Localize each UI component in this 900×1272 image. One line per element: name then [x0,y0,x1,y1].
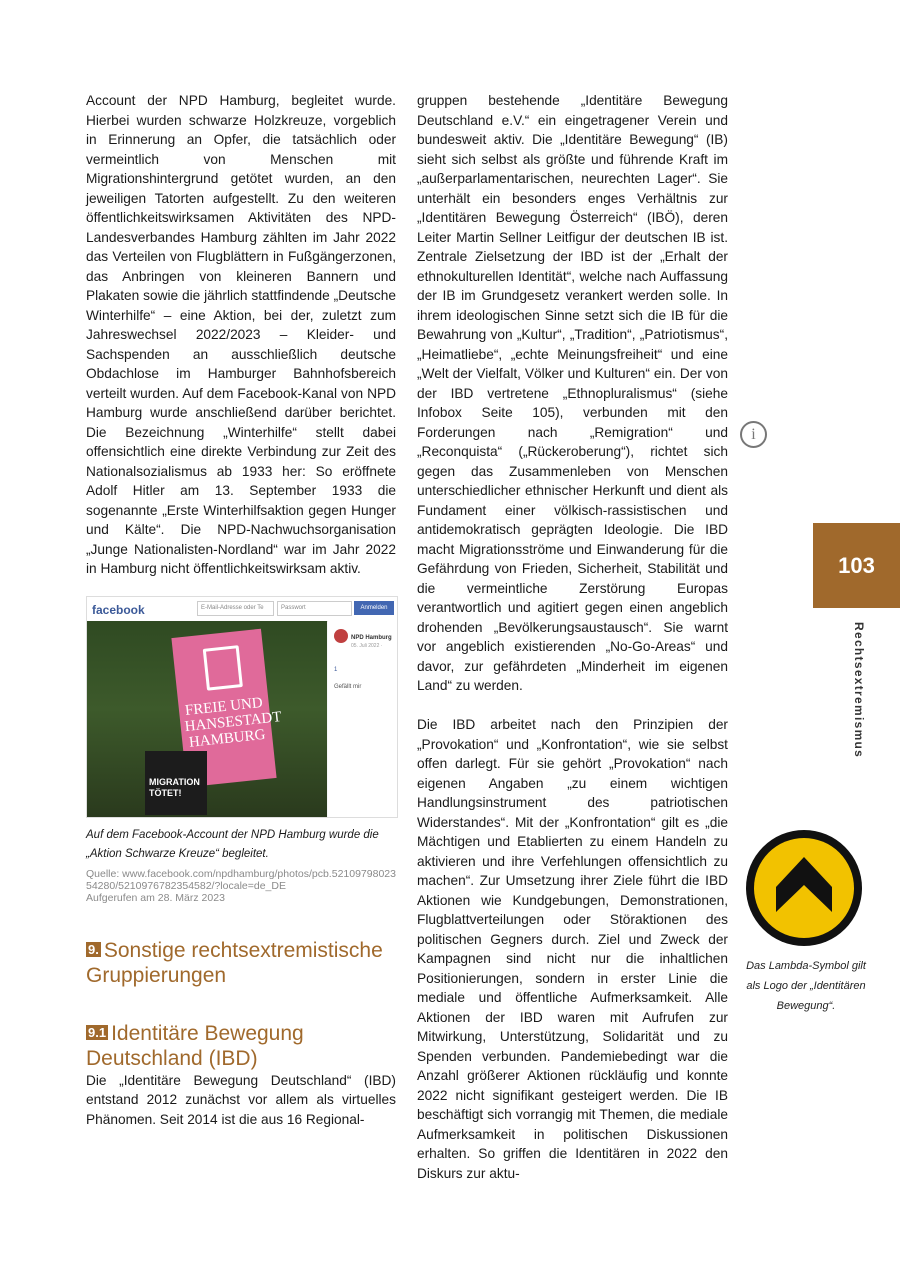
section-heading-9-1 [86,1021,396,1071]
section-number: 9. [88,941,99,957]
chapter-label: Rechtsextremismus [852,622,866,759]
migration-banner [145,751,207,815]
facebook-post-sidebar [328,621,397,817]
lambda-logo-icon [746,830,862,946]
left-column [86,91,396,1129]
reaction-count: 1 [334,666,338,673]
left-paragraph: Account der NPD Hamburg, begleitet wurde. Hierbei wurden schwarze Holzkreuze, vorgeblich in Erinnerung an Opfer, die tatsächlich oder vermeintlich von Menschen mit Migrationshintergrund getötet wurden, an den jeweiligen Tatorten aufgestellt. Zu den weiteren öffentlichkeitswirksamen Aktivitäten des NPD-Landesverbandes Hamburg zählten im Jahr 2022 das Verteilen von Flugblättern in Fußgängerzonen, das Anbringen von kleineren Bannern und Plakaten sowie die jährlich stattfindende „Deutsche Winterhilfe“ – eine Aktion, bei der, zuletzt zum Jahreswechsel 2022/2023 – Kleider- und Sachspenden an ausschließlich deutsche Obdachlose im Hamburger Bahnhofsbereich verteilt wurden. Auf dem Facebook-Kanal von NPD Hamburg wurde anschließend darüber berichtet. Die Bezeichnung „Winterhilfe“ stellt dabei offensichtlich eine direkte Verbindung zur Zeit des Nationalsozialismus ab 1933 her: So eröffnete Adolf Hitler am 13. September 1933 die sogenannte „Erste Winterhilfsaktion gegen Hunger und Kälte“. Die NPD-Nachwuchsorganisation „Junge Nationalisten-Nordland“ war im Jahr 2022 in Hamburg nicht öffentlichkeitswirksam aktiv. [86,93,396,576]
facebook-email-field: E-Mail-Adresse oder Te [197,601,274,616]
logo-yellow-disc [754,838,854,938]
source-url: Quelle: www.facebook.com/npdhamburg/photos/pcb.5210979802354280/5210976782354582/?locale=de_DE [86,867,396,892]
page-number: 103 [813,523,900,608]
facebook-login-button: Anmelden [354,601,394,615]
logo-caption: Das Lambda-Symbol gilt als Logo der „Identitären Bewegung“. [746,960,866,1012]
source-date: Aufgerufen am 28. März 2023 [86,891,225,904]
sign-text: FREIE UND HANSESTADT HAMBURG [183,694,283,751]
image-caption: Auf dem Facebook-Account der NPD Hamburg wurde die „Aktion Schwarze Kreuze“ begleitet. [86,828,379,860]
right-paragraph-2: Die IBD arbeitet nach den Prinzipien der „Provokation“ und „Konfrontation“, wie sie selbst offen darlegt. Für sie gehört „Provokation“ nach eigenen Angaben „zu einem wichtigen Handlungsinstrument des patriotischen Widerstandes“. Mit der „Konfrontation“ gilt es „die Mächtigen und Etablierten zu einem Handeln zu aktivieren und ihre Verfehlungen offensichtlich zu machen“. Zur Umsetzung ihrer Ziele führt die IBD Aktionen wie Kundgebungen, Demonstrationen, Flugblattverteilungen oder Störaktionen des politischen Gegners durch. Ziel und Zweck der Kampagnen sind nicht nur die inhaltlichen Positionierungen, sondern in erster Linie die mediale und öffentliche Aufmerksamkeit. Alle Aktionen der IBD waren mit Aufrufen zur Mitwirkung, Unterstützung, Solidarität und zu Spenden verbunden. Pandemiebedingt war die Anzahl größerer Aktionen rückläufig und konnte 2022 nicht signifikant gesteigert werden. Die IB beschäftigt sich vorrangig mit Themen, die mediale Aufmerksamkeit in politischen Diskussionen erhalten. So griffen die Identitären in 2022 den Diskurs zur aktu- [417,717,728,1181]
post-date: 05. Juli 2022 · [351,642,383,649]
right-column [417,91,728,1183]
facebook-logo: facebook [92,602,145,617]
banner-text: MIGRATION TÖTET! [149,776,200,798]
protest-photo [87,621,327,817]
right-paragraph-1: gruppen bestehende „Identitäre Bewegung Deutschland e.V.“ ein eingetragener Verein und bundesweit aktiv. Die „Identitäre Bewegung“ (IB) sieht sich selbst als größte und führende Kraft im „außerparlamentarischen, neurechten Lager“. Sie unterhält ein besonders enges Verhältnis zur „Identitären Bewegung Österreich“ (IBÖ), deren Leiter Martin Sellner Leitfigur der deutschen IB ist. Zentrale Zielsetzung der IBD ist der „Erhalt der ethnokulturellen Identität“, welche nach Auffassung der IB im Grundgesetz verankert werden solle. In ihrem ideologischen Sinne setzt sich die IB für die Bewahrung von „Kultur“, „Tradition“, „Patriotismus“, „Heimatliebe“, „echte Meinungsfreiheit“ und eine „Welt der Vielfalt, Völker und Kulturen“ ein. Der von der IBD vertretene „Ethnopluralismus“ (siehe Infobox Seite 105), verbunden mit den Forderungen nach „Remigration“ und „Reconquista“ („Rückeroberung“), richtet sich gegen das Zusammenleben von Menschen unterschiedlicher ethnischer Herkunft und dient als Fundament einer völkisch-rassistischen und antidemokratisch geprägten Ideologie. Die IBD macht Migrationsströme und Einwanderung für die Gefährdung von Frieden, Sicherheit, Stabilität und die vermeintliche Zerstörung Europas verantwortlich und agitiert gegen einen angeblich drohenden „Bevölkerungsaustausch“. Sie warnt vor angeblich existierenden „No-Go-Areas“ und davor, zur gefährdeten „Minderheit im eigenen Land“ zu werden. [417,93,728,693]
page-avatar [334,629,348,643]
facebook-password-field: Passwort [277,601,352,616]
section-heading-9 [86,938,396,988]
facebook-topbar [87,597,397,622]
subsection-title: Identitäre Bewegung Deutschland (IBD) [86,1021,304,1070]
page-name: NPD Hamburg [351,634,392,641]
like-label: Gefällt mir [334,683,362,690]
facebook-screenshot [86,596,398,818]
subsection-number: 9.1 [88,1024,107,1040]
section-title: Sonstige rechtsextremistische Gruppierungen [86,938,383,987]
hamburg-castle-emblem [203,645,243,691]
info-icon: i [740,421,767,448]
intro-paragraph: Die „Identitäre Bewegung Deutschland“ (IBD) entstand 2012 zunächst vor allem als virtuelles Phänomen. Seit 2014 ist die aus 16 Regional- [86,1072,396,1127]
